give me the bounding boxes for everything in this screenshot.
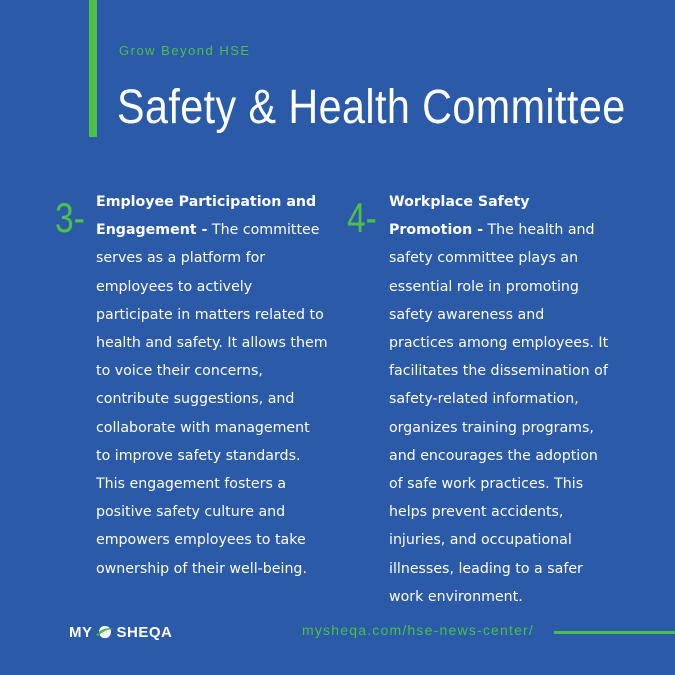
point-4-body: The health and safety committee plays an essential role in promoting safety awareness and practices among employees. It facilitates the dissemination of safety-related information, organizes training programs, and encourages the adoption of safe work practices. This helps prevent accidents, injuries, and occupational illnesses, leading to a safer work environment. bbox=[389, 222, 609, 605]
mysheqa-logo bbox=[69, 624, 172, 640]
point-3-text bbox=[96, 188, 328, 583]
website-url[interactable]: mysheqa.com/hse-news-center/ bbox=[302, 622, 535, 638]
accent-bar bbox=[89, 0, 97, 137]
point-number-4: 4- bbox=[347, 194, 377, 241]
point-3-heading: Employee Participation and Engagement - bbox=[96, 194, 317, 239]
point-number-3: 3- bbox=[55, 194, 85, 241]
page-title: Safety & Health Committee bbox=[117, 81, 626, 134]
footer-divider bbox=[554, 631, 675, 634]
logo-text-right: SHEQA bbox=[116, 623, 173, 641]
globe-swoosh-icon bbox=[95, 624, 115, 640]
point-3-body: The committee serves as a platform for employees to actively participate in matters related to health and safety. It allows them to voice their concerns, contribute suggestions, and collaborate with management to improve safety standards. This engagement fosters a positive safety culture and empowers employees to take ownership of their well-being. bbox=[96, 222, 328, 577]
tagline: Grow Beyond HSE bbox=[119, 43, 251, 58]
point-4-text bbox=[389, 188, 611, 611]
logo-text-left: MY bbox=[69, 623, 93, 641]
point-4-heading: Workplace Safety Promotion - bbox=[389, 194, 530, 239]
